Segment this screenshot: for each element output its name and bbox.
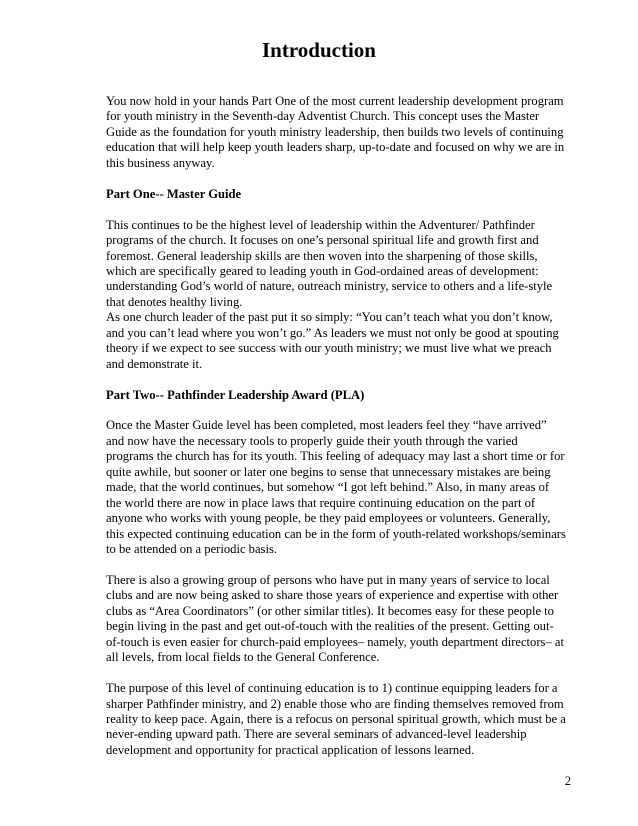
purpose-paragraph: The purpose of this level of continuing education is to 1) continue equipping leaders for a sharper Pathfinder ministry, and 2) enable those who are finding themselves removed from reality to keep pace. Again, there is a refocus on personal spiritual growth, which must be a never-ending upward path. There are several seminars of advanced-level leadership development and opportunity for practical application of lessons learned. [106,681,566,757]
page-title: Introduction [262,38,376,62]
section-heading-part-one: Part One-- Master Guide [106,186,242,201]
intro-paragraph: You now hold in your hands Part One of the most current leadership development program for youth ministry in the Seventh-day Adventist Church. This concept uses the Master Guide as the foundation for youth ministry leadership, then builds two levels of continuing education that will help keep youth leaders sharp, up-to-date and focused on why we are in this business anyway. [106,94,565,170]
page-number: 2 [564,774,571,788]
section-heading-part-two: Part Two-- Pathfinder Leadership Award (PLA) [106,387,365,402]
part-one-quote-paragraph: As one church leader of the past put it so simply: “You can’t teach what you don’t know, and you can’t lead where you won’t go.” As leaders we must not only be good at spouting theory if we expect to see success with our youth ministry; we must live what we preach and demonstrate it. [106,310,559,371]
area-coordinators-paragraph: There is also a growing group of persons who have put in many years of service to local clubs and are now being asked to share those years of experience and expertise with other clubs as “Area Coordinators” (or other similar titles). It becomes easy for these people to begin living in the past and get out-of-touch with the realities of the present. Getting out-of-touch is even easier for church-paid employees– namely, youth department directors– at all levels, from local fields to the General Conference. [106,572,564,665]
part-one-paragraph: This continues to be the highest level of leadership within the Adventurer/ Pathfinder programs of the church. It focuses on one’s personal spiritual life and growth first and foremost. General leadership skills are then woven into the sharpening of those skills, which are specifically geared to leading youth in God-ordained areas of development: understanding God’s world of nature, outreach ministry, service to others and a life-style that denotes healthy living. [106,217,553,309]
part-two-paragraph: Once the Master Guide level has been completed, most leaders feel they “have arrived” and now have the necessary tools to properly guide their youth through the varied programs the church has for its youth. This feeling of adequacy may last a short time or for quite awhile, but sooner or later one begins to sense that unnecessary mistakes are being made, that the world continues, but somehow “I got left behind.” Also, in many areas of the world there are now in place laws that require continuing education on the part of anyone who works with young people, be they paid employees or volunteers. Generally, this expected continuing education can be in the form of youth-related workshops/seminars to be attended on a periodic basis. [106,418,566,557]
document-body [106,94,566,774]
